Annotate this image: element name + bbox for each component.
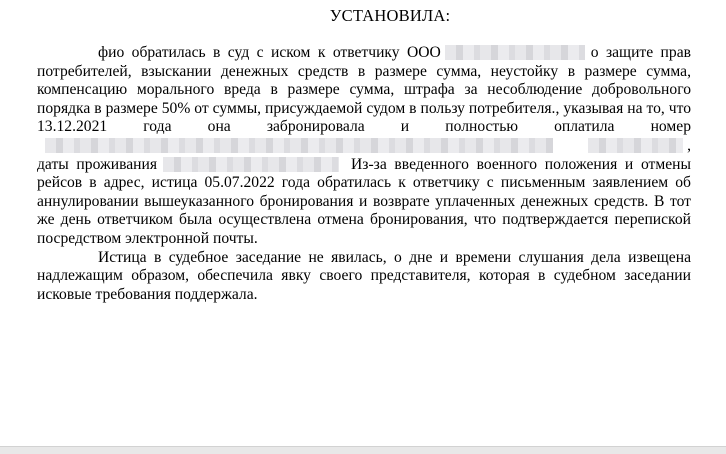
paragraph-claim-text-4: Из-за введенного военного положения и отмены рейсов в адрес, истица 05.07.2022 года обратилась к ответчику с письменным заявлением об аннулировании вышеуказанного бронирования и возврате уплаченных денежных средств. В тот же день ответчиком была осуществлена отмена бронирования, что подтверждается перепиской посредством электронной почты. — [37, 155, 691, 247]
paragraph-claim-text-2: о защите прав потребителей, взыскании денежных средств в размере сумма, неустойку в размере сумма, компенсацию морального вреда в размере сумма, штрафа за несоблюдение добровольного порядка в размере 50% от суммы, присуждаемой судом в пользу потребителя., указывая на то, что 13.12.2021 года она забронировала и полностью оплатила номер — [37, 44, 691, 136]
section-heading: УСТАНОВИЛА: — [329, 6, 451, 25]
paragraph-claim — [37, 44, 691, 249]
paragraph-claim-text-1: фио обратилась в суд с иском к ответчику ООО — [98, 44, 441, 61]
redacted-booking-details-continued — [588, 138, 683, 153]
redacted-company-name — [445, 45, 585, 60]
paragraph-hearing: Истица в судебное заседание не явилась, о дне и времени слушания дела извещена надлежащим образом, обеспечила явку своего представителя, которая в судебном заседании исковые требования поддержала. — [37, 248, 691, 303]
page-bottom-edge — [0, 446, 726, 454]
paragraph-claim-text-3: , даты проживания — [37, 136, 691, 173]
redacted-stay-dates — [163, 157, 339, 172]
redacted-booking-details — [45, 138, 553, 153]
document-body — [37, 44, 691, 304]
